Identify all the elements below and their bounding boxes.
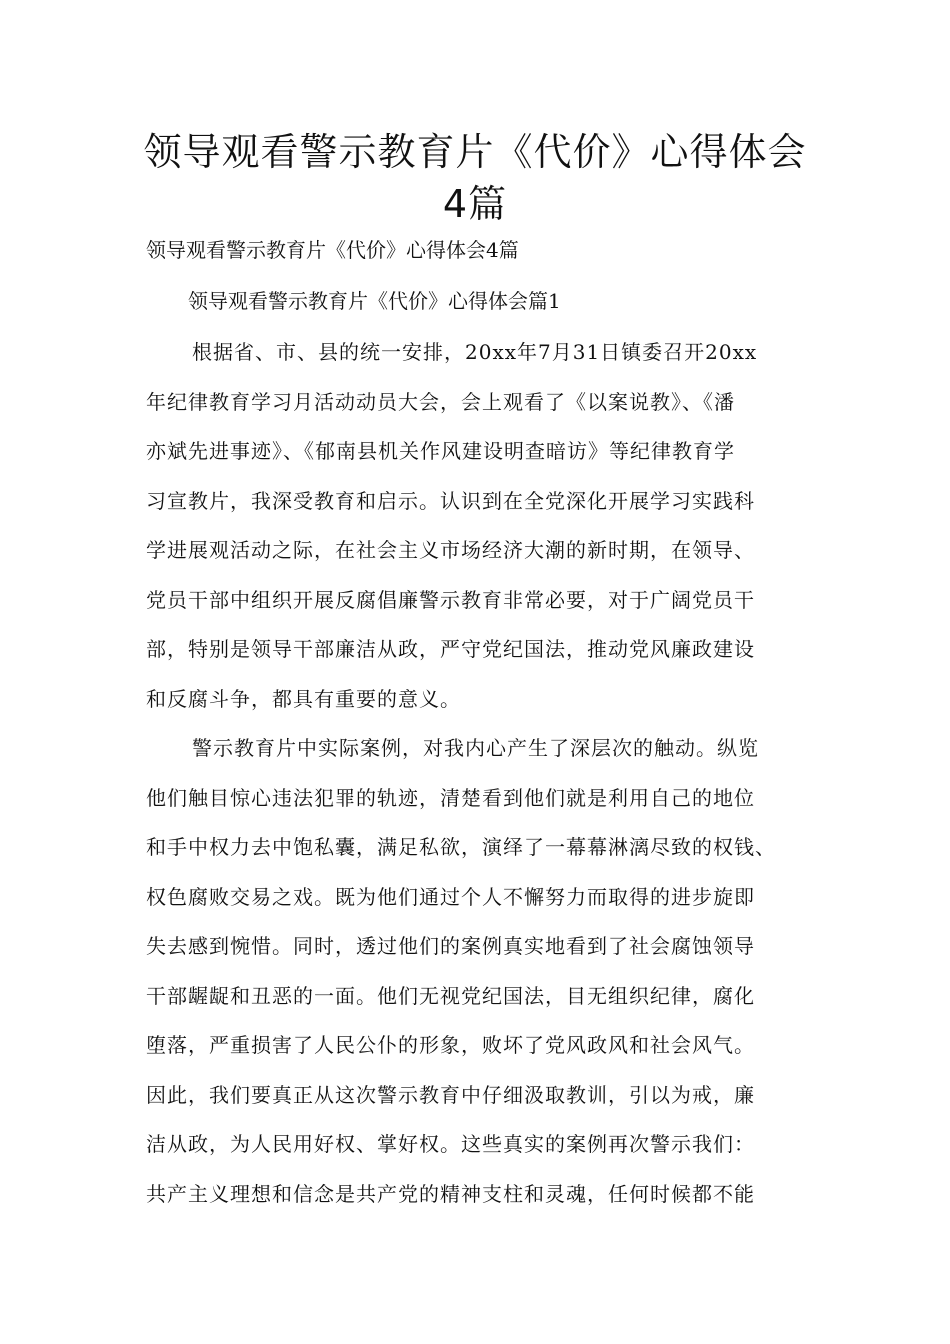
title-line-1: 领导观看警示教育片《代价》心得体会: [143, 130, 807, 174]
paragraph-line: 年纪律教育学习月活动动员大会，会上观看了《以案说教》、《潘: [146, 389, 735, 414]
section-heading: 领导观看警示教育片《代价》心得体会篇1: [188, 289, 561, 313]
paragraph-1: [146, 338, 816, 734]
paragraph-line: 部，特别是领导干部廉洁从政，严守党纪国法，推动党风廉政建设: [146, 637, 755, 661]
paragraph-line: 和手中权力去中饱私囊，满足私欲，演绎了一幕幕淋漓尽致的权钱、: [146, 835, 776, 859]
paragraph-line: 亦斌先进事迹》、《郁南县机关作风建设明查暗访》等纪律教育学: [146, 439, 735, 463]
paragraph-line: 习宣教片，我深受教育和启示。认识到在全党深化开展学习实践科: [146, 488, 755, 513]
paragraph-line: 学进展观活动之际，在社会主义市场经济大潮的新时期，在领导、: [146, 538, 755, 562]
paragraph-line: 他们触目惊心违法犯罪的轨迹，清楚看到他们就是利用自己的地位: [146, 785, 755, 810]
paragraph-2: [146, 734, 816, 1229]
paragraph-line: 干部龌龊和丑恶的一面。他们无视党纪国法，目无组织纪律，腐化: [146, 983, 755, 1008]
paragraph-line: 党员干部中组织开展反腐倡廉警示教育非常必要，对于广阔党员干: [146, 587, 755, 612]
paragraph-line: 和反腐斗争，都具有重要的意义。: [146, 686, 461, 711]
title-line-2: 4篇: [442, 182, 508, 226]
paragraph-line: 堕落，严重损害了人民公仆的形象，败坏了党风政风和社会风气。: [146, 1033, 755, 1057]
paragraph-line: 权色腐败交易之戏。既为他们通过个人不懈努力而取得的进步旋即: [146, 884, 755, 909]
paragraph-line: 洁从政，为人民用好权、掌好权。这些真实的案例再次警示我们：: [146, 1132, 755, 1156]
paragraph-line: 失去感到惋惜。同时，透过他们的案例真实地看到了社会腐蚀领导: [146, 934, 755, 958]
paragraph-line: 共产主义理想和信念是共产党的精神支柱和灵魂，任何时候都不能: [146, 1181, 755, 1206]
paragraph-line: 警示教育片中实际案例，对我内心产生了深层次的触动。纵览: [192, 736, 759, 760]
paragraph-line: 根据省、市、县的统一安排，20xx年7月31日镇委召开20xx: [192, 340, 758, 364]
document-subtitle: 领导观看警示教育片《代价》心得体会4篇: [146, 238, 519, 262]
document-title: [80, 126, 870, 230]
paragraph-line: 因此，我们要真正从这次警示教育中仔细汲取教训，引以为戒，廉: [146, 1082, 755, 1107]
